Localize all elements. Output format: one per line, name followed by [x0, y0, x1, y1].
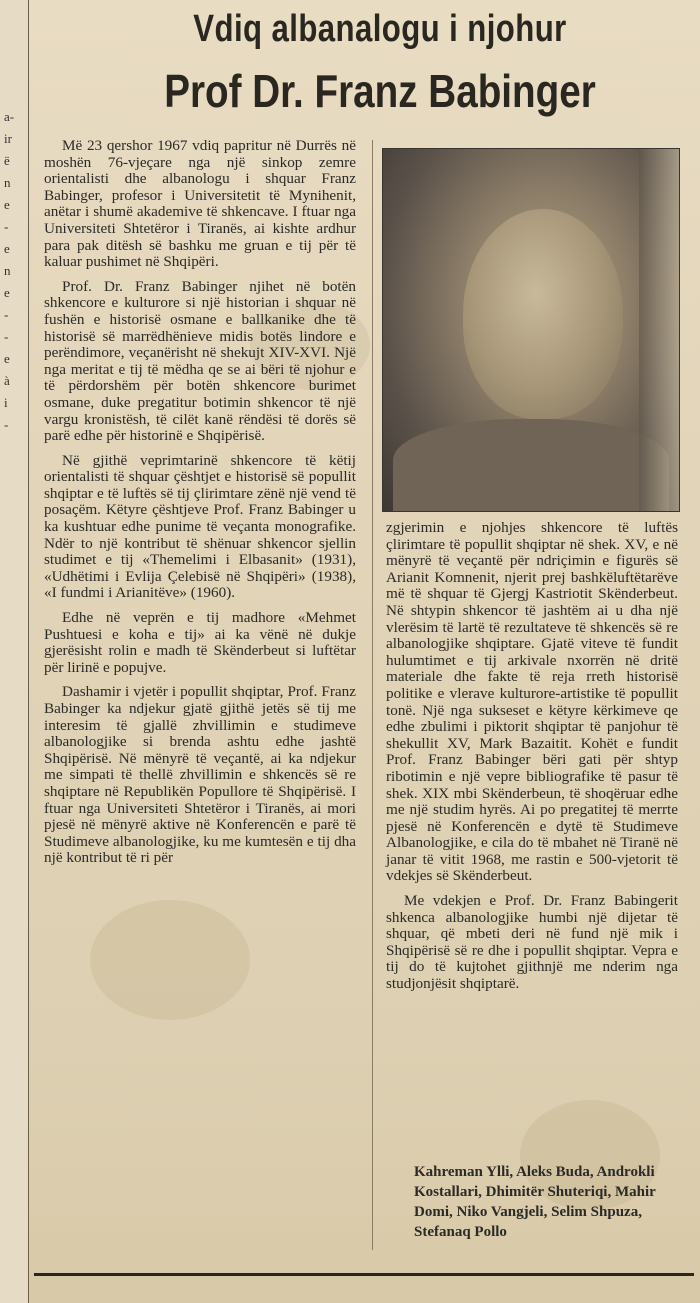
paragraph: Në gjithë veprimtarinë shkencore të këtij orientalisti të shquar çështjet e historisë së popullit shqiptar e të luftës së tij çlirimtare zënë një vend të posaçëm. Këtyre çështjeve Prof. Franz Babinger u ka kushtuar edhe punime të veçanta monografike. Ndër to një kontribut të shënuar shkencor sjellin studimet e tij «Themelimi i Elbasanit» (1931), «Udhëtimi i Evlija Çelebisë në Shqipëri» (1938), «I fundmi i Arianitëve» (1960). — [44, 451, 356, 602]
paragraph: Më 23 qershor 1967 vdiq papritur në Durrës në moshën 76-vjeçare nga një sinkop zemre orientalisti dhe albanologu i shquar Franz Babinger, profesor i Universitetit të Mynihenit, anëtar i shumë akademive të shkencave. I ftuar nga Universiteti Shtetëror i Tiranës, ai kishte ardhur para pak ditësh së bashku me gruan e tij për të kaluar pushimet në Shqipëri. — [44, 137, 356, 271]
headline-line-2: Prof Dr. Franz Babinger — [164, 65, 596, 117]
margin-fragment: e — [4, 351, 10, 366]
torn-edge — [639, 149, 679, 511]
margin-fragment: à — [4, 373, 10, 388]
margin-fragment: e — [4, 241, 10, 256]
margin-fragment: n — [4, 263, 11, 278]
article-right-column — [386, 520, 678, 1001]
column-divider — [372, 140, 373, 1250]
margin-fragment: - — [4, 307, 9, 322]
portrait-photo — [382, 148, 680, 512]
paragraph: zgjerimin e njohjes shkencore të luftës çlirimtare të popullit shqiptar në shek. XV, e në mënyrë të veçantë për ndriçimin e figurës së Arianit Komnenit, njerit prej bashkëluftëtarëve më të shquar të Gjergj Kastriotit Skënderbeut. Në shtypin shkencor të jashtëm ai u dha një vlerësim të lartë të rezultateve të shkencës së re albanologjike shqiptare. Gjatë viteve të fundit hulumtimet e tij arkivale nxorrën në dritë materiale dhe fakte të reja rreth historisë politike e vlerave kulturore-artistike të popullit tonë. Një nga sukseset e këtyre kërkimeve qe edhe zbulimi i piktorit shqiptar të panjohur të shekullit XV, Mark Bazaitit. Kohët e fundit Prof. Franz Babinger bëri gati për shtyp ribotimin e një vepre bibliografike të pasur të shek. XIX mbi Skënderbeun, të shoqëruar edhe me një studim hyrës. Ai po pregatitej të merrte pjesë në Konferencën e dytë të Studimeve Albanologjike, e cila do të mbahet në Tiranë në janar të vitit 1968, me rastin e 500-vjetorit të vdekjes së Skënderbeut. — [386, 519, 678, 885]
margin-fragment: ir — [4, 131, 12, 146]
article-left-column — [44, 138, 356, 875]
portrait-face — [463, 209, 623, 419]
margin-fragment: e — [4, 197, 10, 212]
margin-fragment: - — [4, 417, 9, 432]
margin-fragment: i — [4, 395, 8, 410]
paragraph: Prof. Dr. Franz Babinger njihet në botën shkencore e kulturore si një historian i shquar në fushën e historisë osmane e ballkanike dhe të historisë së marrëdhënieve midis botës lindore e perëndimore, veçanërisht në shekujt XIV-XVI. Një nga meritat e tij të mëdha qe se ai bëri të njohur e të përdorshëm për botën shkencore burimet osmane, duke pregatitur botimin shkencor të një vargu kronistësh, të cilët kanë rëndësi të dorës së parë edhe për historinë e Shqipërisë. — [44, 277, 356, 445]
headline-line-1: Vdiq albanalogu i njohur — [193, 8, 567, 50]
margin-fragment: ë — [4, 153, 10, 168]
margin-fragment: e — [4, 285, 10, 300]
margin-fragment: - — [4, 219, 9, 234]
bottom-rule — [34, 1273, 694, 1276]
paragraph: Me vdekjen e Prof. Dr. Franz Babingerit shkenca albanologjike humbi një dijetar të shquar, që mbeti deri në fund një mik i Shqipërisë së re dhe i popullit shqiptar. Vepra e tij do të kujtohet gjithnjë me nderim nga studjonjësit shqiptarë. — [386, 892, 678, 993]
margin-fragment: a- — [4, 109, 15, 124]
paragraph: Dashamir i vjetër i popullit shqiptar, Prof. Franz Babinger ka ndjekur gjatë gjithë jetës së tij me interesim të gjallë zhvillimin e studimeve albanologjike si brenda ashtu edhe jashtë Shqipërisë. Në mënyrë të veçantë, ai ka ndjekur me simpati të thellë zhvillimin e shkencës së re shqiptare në Republikën Popullore të Shqipërisë. I ftuar nga Universiteti Shtetëror i Tiranës, ai mori pjesë në mënyrë aktive në Konferencën e parë të Studimeve albanologjike, ku me kumtesën e tij dha një kontribut të ri për — [44, 683, 356, 867]
margin-fragment: n — [4, 175, 11, 190]
paragraph: Edhe në veprën e tij madhore «Mehmet Pushtuesi e koha e tij» ai ka vënë në dukje gjerësisht rolin e madh të Skënderbeut si luftëtar për lirinë e popujve. — [44, 609, 356, 676]
adjacent-column-fragment — [0, 0, 29, 1303]
margin-fragment: - — [4, 329, 9, 344]
portrait-shoulders — [393, 419, 669, 511]
signatures: Kahreman Ylli, Aleks Buda, Androkli Kostallari, Dhimitër Shuteriqi, Mahir Domi, Niko Vangjeli, Selim Shpuza, Stefanaq Pollo — [414, 1164, 656, 1240]
